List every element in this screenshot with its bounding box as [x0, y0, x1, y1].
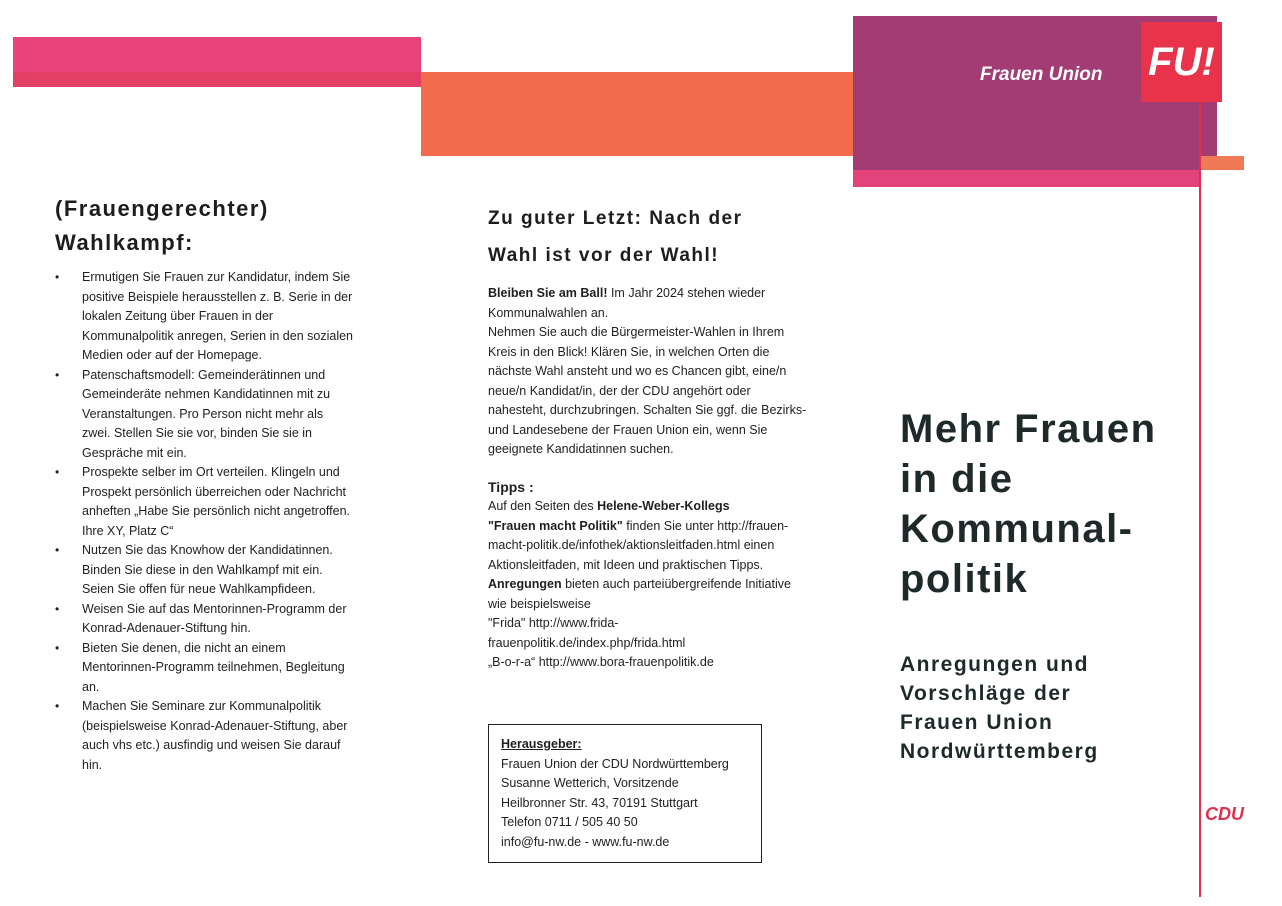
cover-title: Mehr Frauen in die Kommunal- politik [900, 407, 1157, 601]
list-item: • Ermutigen Sie Frauen zur Kandidatur, indem Sie positive Beispiele herausstellen z. B. Serie in der lokalen Zeitung über Frauen in der Kommunalpolitik anregen, Serien in den sozialen Medien oder auf der Homepage. [55, 268, 355, 366]
middle-heading [488, 200, 808, 274]
fu-logo: FU! [1141, 22, 1222, 102]
middle-heading-line2: Wahl ist vor der Wahl! [488, 245, 720, 266]
publisher-line: info@fu-nw.de - www.fu-nw.de [501, 834, 670, 849]
tips-anregungen: Anregungen [488, 577, 562, 591]
middle-heading-line1: Zu guter Letzt: Nach der [488, 208, 743, 229]
tips-text: Auf den Seiten des Helene-Weber-Kollegs "Frauen macht Politik" finden Sie unter http://frauen-macht-politik.de/infothek/aktionsleitfaden.html einen Aktionsleitfaden, mit Ideen und praktischen Tipps. Anregungen bieten auch parteiübergreifende Initiative wie beispielsweise [488, 499, 791, 611]
decor-band-orange [1199, 156, 1244, 170]
decor-stripe-orange [421, 72, 853, 156]
list-item: • Prospekte selber im Ort verteilen. Klingeln und Prospekt persönlich überreichen oder Nachricht anheften „Habe Sie persönlich nicht angetroffen. Ihre XY, Platz C“ [55, 463, 355, 541]
decor-stripe-pink [13, 37, 421, 72]
paragraph-body: Nehmen Sie auch die Bürgermeister-Wahlen in Ihrem Kreis in den Blick! Klären Sie, in welchen Orten die nächste Wahl ansteht und wo es Chancen gibt, eine/n neue/n Kandidat/in, der der CDU angehört oder nahesteht, durchzubringen. Schalten Sie ggf. die Bezirks- und Landesebene der Frauen Union ein, wenn Sie geeignete Kandidatinnen suchen. [488, 325, 807, 456]
middle-column [488, 200, 808, 673]
cdu-logo: CDU [1205, 804, 1244, 824]
tips-bora-link: „B-o-r-a“ http://www.bora-frauenpolitik.de [488, 655, 714, 669]
fold-line [1199, 22, 1201, 897]
brand-name: Frauen Union [980, 64, 1103, 85]
left-heading-line2: Wahlkampf: [55, 230, 194, 255]
list-item: • Nutzen Sie das Knowhow der Kandidatinnen. Binden Sie diese in den Wahlkampf mit ein. Seien Sie offen für neue Wahlkampfideen. [55, 541, 355, 600]
paragraph-intro [488, 284, 808, 323]
list-item: • Patenschaftsmodell: Gemeinderätinnen und Gemeinderäte nehmen Kandidatinnen mit zu Veranstaltungen. Pro Person nicht mehr als zwei. Stellen Sie sie vor, binden Sie sie in Gespräche mit ein. [55, 366, 355, 464]
intro-bold: Bleiben Sie am Ball! [488, 286, 608, 300]
decor-band-dark [853, 156, 1199, 170]
list-item: • Bieten Sie denen, die nicht an einem Mentorinnen-Programm teilnehmen, Begleitung an. [55, 639, 355, 698]
list-item: • Weisen Sie auf das Mentorinnen-Programm der Konrad-Adenauer-Stiftung hin. [55, 600, 355, 639]
publisher-line: Susanne Wetterich, Vorsitzende [501, 776, 679, 790]
tips-heading: Tipps : [488, 478, 534, 495]
decor-band-pink [853, 170, 1199, 187]
left-heading [55, 192, 355, 260]
publisher-box [488, 724, 762, 863]
publisher-line: Frauen Union der CDU Nordwürttemberg [501, 756, 729, 771]
campaign-tips-list [55, 268, 355, 775]
tips-fmp: "Frauen macht Politik" [488, 518, 623, 533]
list-item: • Machen Sie Seminare zur Kommunalpolitik (beispielsweise Konrad-Adenauer-Stiftung, aber auch vhs etc.) ausfindig und weisen Sie darauf hin. [55, 697, 355, 775]
publisher-line: Telefon 0711 / 505 40 50 [501, 815, 638, 829]
publisher-line: Heilbronner Str. 43, 70191 Stuttgart [501, 795, 698, 810]
left-heading-line1: (Frauengerechter) [55, 196, 269, 221]
intro-text: Im Jahr 2024 stehen wieder Kommunalwahlen an. [488, 286, 766, 320]
tips-kolleg: Helene-Weber-Kollegs [597, 499, 730, 513]
left-column [55, 192, 355, 775]
tips-frida-link: "Frida" http://www.frida-frauenpolitik.de/index.php/frida.html [488, 616, 686, 650]
publisher-heading: Herausgeber: [501, 737, 582, 751]
cover-subtitle: Anregungen und Vorschläge der Frauen Union Nordwürttemberg [900, 653, 1099, 763]
